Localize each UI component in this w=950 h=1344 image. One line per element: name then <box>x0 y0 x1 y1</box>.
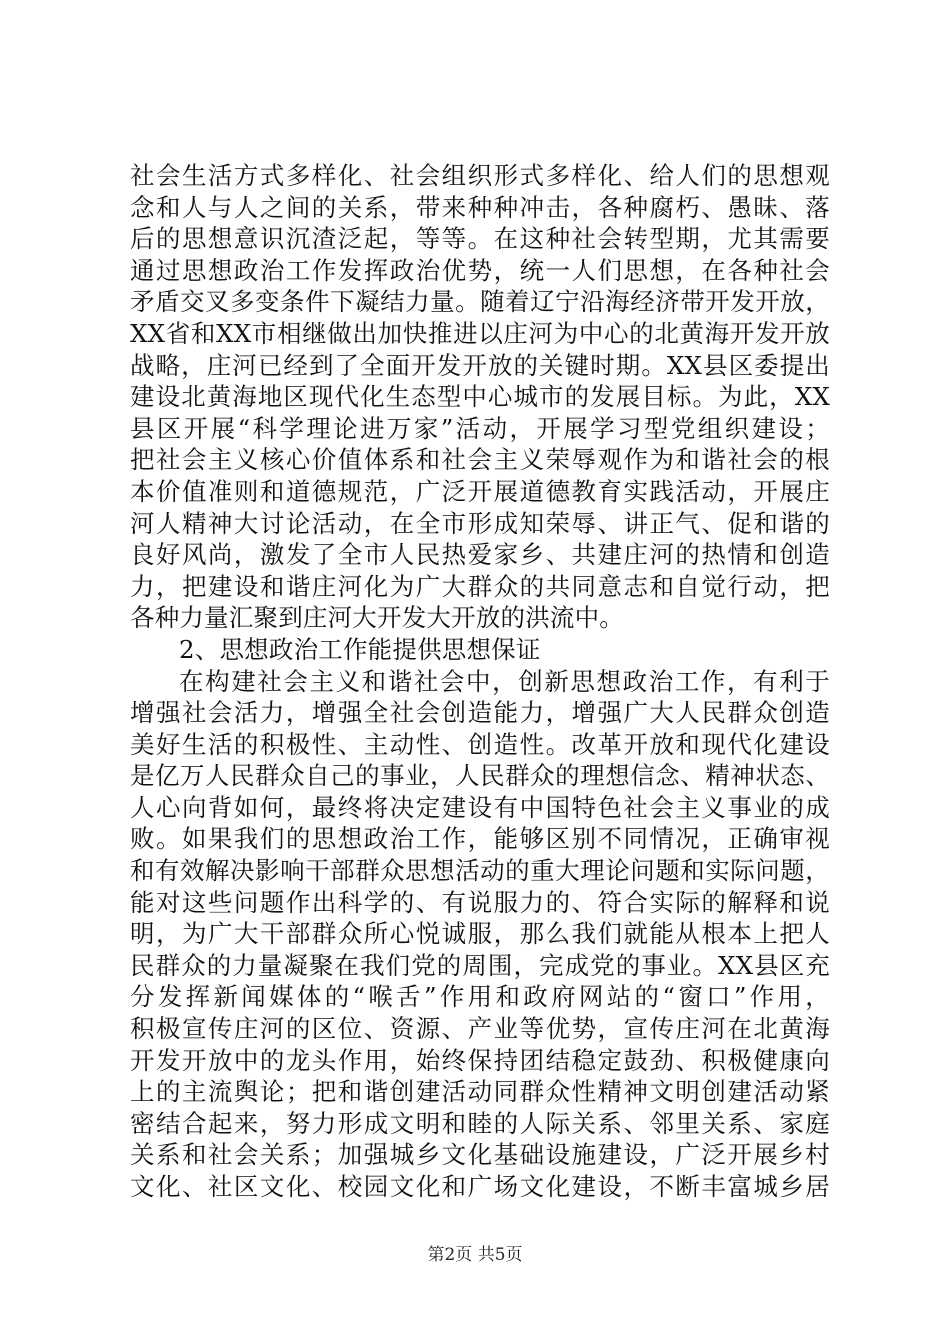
text-line: 败。如果我们的思想政治工作，能够区别不同情况，正确审视 <box>130 824 830 854</box>
text-line: 在构建社会主义和谐社会中，创新思想政治工作，有利于 <box>179 666 830 696</box>
text-line: 上的主流舆论；把和谐创建活动同群众性精神文明创建活动紧 <box>130 1077 830 1107</box>
text-line: 开发开放中的龙头作用，始终保持团结稳定鼓劲、积极健康向 <box>130 1045 830 1075</box>
text-line: 明，为广大干部群众所心悦诚服，那么我们就能从根本上把人 <box>130 919 830 949</box>
text-line: 把社会主义核心价值体系和社会主义荣辱观作为和谐社会的根 <box>130 445 830 475</box>
text-line: 美好生活的积极性、主动性、创造性。改革开放和现代化建设 <box>130 729 830 759</box>
text-line: 密结合起来，努力形成文明和睦的人际关系、邻里关系、家庭 <box>130 1108 830 1138</box>
section-heading: 2、思想政治工作能提供思想保证 <box>179 634 541 664</box>
text-line: 各种力量汇聚到庄河大开发大开放的洪流中。 <box>130 603 624 633</box>
document-body <box>130 160 830 1203</box>
text-line: 关系和社会关系；加强城乡文化基础设施建设，广泛开展乡村 <box>130 1140 830 1170</box>
text-line: 民群众的力量凝聚在我们党的周围，完成党的事业。XX县区充 <box>130 950 830 980</box>
text-line: 能对这些问题作出科学的、有说服力的、符合实际的解释和说 <box>130 887 830 917</box>
text-line: 和有效解决影响干部群众思想活动的重大理论问题和实际问题， <box>130 856 830 886</box>
text-line: 通过思想政治工作发挥政治优势，统一人们思想，在各种社会 <box>130 255 830 285</box>
text-line: 积极宣传庄河的区位、资源、产业等优势，宣传庄河在北黄海 <box>130 1014 830 1044</box>
text-line: XX省和XX市相继做出加快推进以庄河为中心的北黄海开发开放 <box>130 318 830 348</box>
text-line: 文化、社区文化、校园文化和广场文化建设，不断丰富城乡居 <box>130 1172 830 1201</box>
text-line: 社会生活方式多样化、社会组织形式多样化、给人们的思想观 <box>130 161 830 190</box>
text-line: 河人精神大讨论活动，在全市形成知荣辱、讲正气、促和谐的 <box>130 508 830 538</box>
text-line: 力，把建设和谐庄河化为广大群众的共同意志和自觉行动，把 <box>130 571 830 601</box>
text-line: 分发挥新闻媒体的“喉舌”作用和政府网站的“窗口”作用， <box>130 982 830 1012</box>
text-line: 后的思想意识沉渣泛起，等等。在这种社会转型期，尤其需要 <box>130 224 830 254</box>
text-line: 建设北黄海地区现代化生态型中心城市的发展目标。为此，XX <box>130 382 830 412</box>
text-line: 人心向背如何，最终将决定建设有中国特色社会主义事业的成 <box>130 792 830 822</box>
text-line: 念和人与人之间的关系，带来种种冲击，各种腐朽、愚昧、落 <box>130 192 830 222</box>
text-line: 良好风尚，激发了全市人民热爱家乡、共建庄河的热情和创造 <box>130 540 830 570</box>
text-line: 是亿万人民群众自己的事业，人民群众的理想信念、精神状态、 <box>130 761 830 791</box>
text-line: 增强社会活力，增强全社会创造能力，增强广大人民群众创造 <box>130 698 830 728</box>
text-line: 战略，庄河已经到了全面开发开放的关键时期。XX县区委提出 <box>130 350 830 380</box>
page-number-footer: 第2页 共5页 <box>427 1245 523 1265</box>
text-line: 县区开展“科学理论进万家”活动，开展学习型党组织建设； <box>130 413 830 443</box>
text-line: 本价值准则和道德规范，广泛开展道德教育实践活动，开展庄 <box>130 476 830 506</box>
text-line: 矛盾交叉多变条件下凝结力量。随着辽宁沿海经济带开发开放， <box>130 287 830 317</box>
